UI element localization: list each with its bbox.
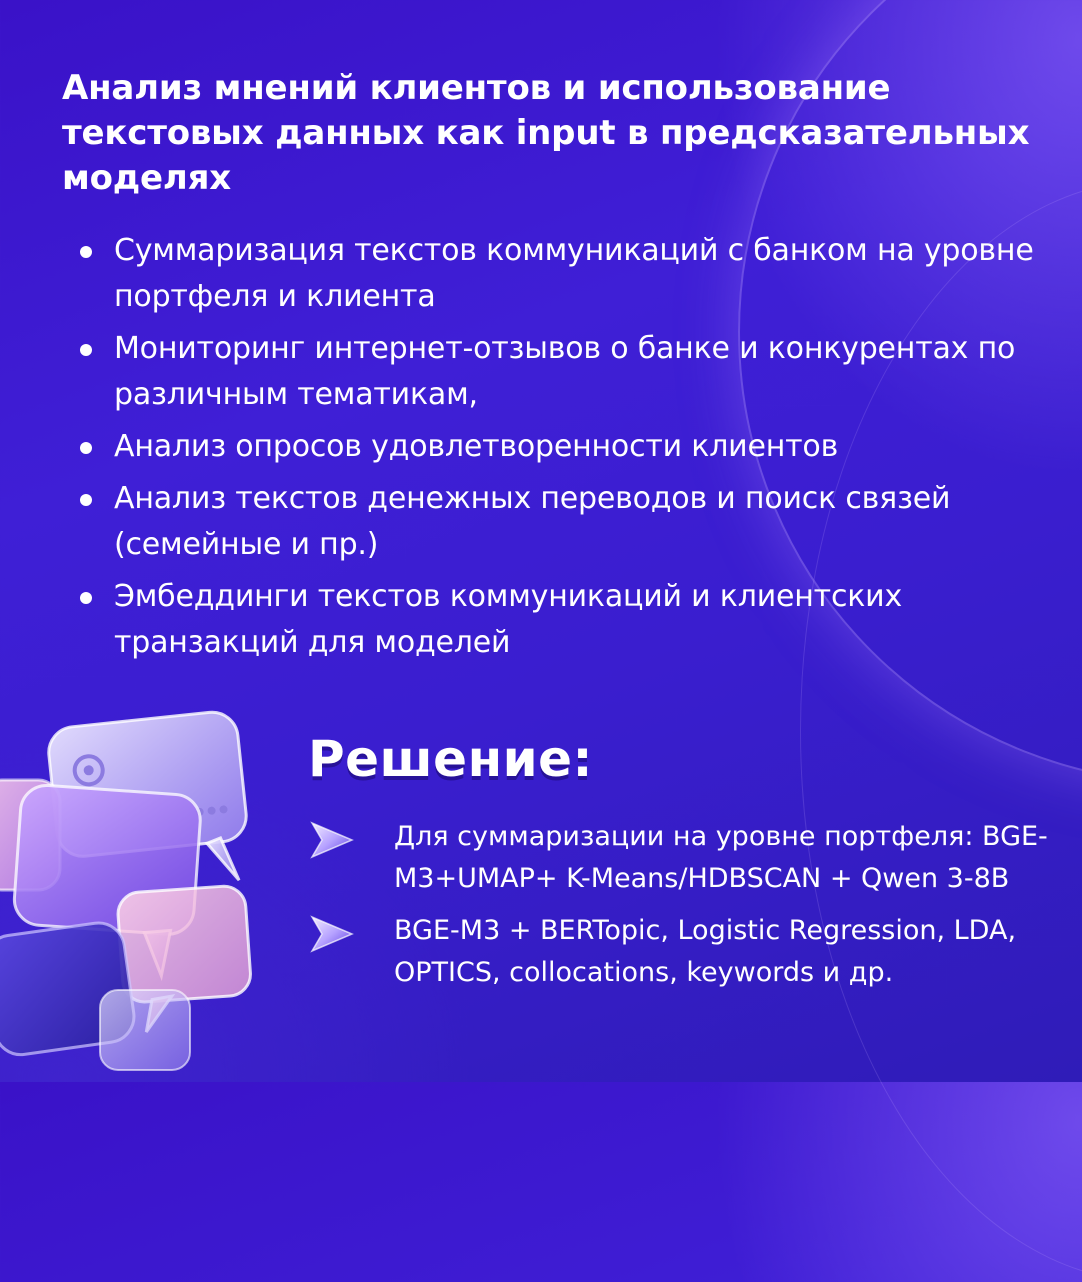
bullet-dot-icon	[80, 344, 92, 356]
bullet-dot-icon	[80, 442, 92, 454]
bullet-dot-icon	[80, 592, 92, 604]
arrow-pointer-icon	[308, 914, 356, 954]
list-item-text: Анализ текстов денежных переводов и поиск связей (семейные и пр.)	[114, 481, 951, 562]
list-item	[80, 424, 1060, 470]
list-item-text: Суммаризация текстов коммуникаций с банком на уровне портфеля и клиента	[114, 233, 1034, 314]
bullet-dot-icon	[80, 494, 92, 506]
list-item-text: Анализ опросов удовлетворенности клиентов	[114, 429, 839, 464]
list-item	[80, 326, 1060, 418]
bullet-dot-icon	[80, 246, 92, 258]
bullet-list	[80, 228, 1060, 672]
list-item	[308, 910, 1068, 994]
list-item-text: Мониторинг интернет-отзывов о банке и конкурентах по различным тематикам,	[114, 331, 1016, 412]
list-item	[80, 228, 1060, 320]
page-title: Анализ мнений клиентов и использование текстовых данных как input в предсказательных моделях	[62, 68, 1030, 198]
list-item	[308, 816, 1068, 900]
list-item	[80, 476, 1060, 568]
chat-bubbles-illustration	[0, 690, 300, 1082]
solution-title: Решение:	[308, 730, 594, 788]
arrow-pointer-icon	[308, 820, 356, 860]
solution-list	[308, 816, 1068, 1004]
list-item-text: Для суммаризации на уровне портфеля: BGE-M3+UMAP+ K-Means/HDBSCAN + Qwen 3-8B	[394, 821, 1048, 894]
list-item	[80, 574, 1060, 666]
list-item-text: BGE-M3 + BERTopic, Logistic Regression, LDA, OPTICS, collocations, keywords и др.	[394, 915, 1017, 988]
list-item-text: Эмбеддинги текстов коммуникаций и клиентских транзакций для моделей	[114, 579, 903, 660]
